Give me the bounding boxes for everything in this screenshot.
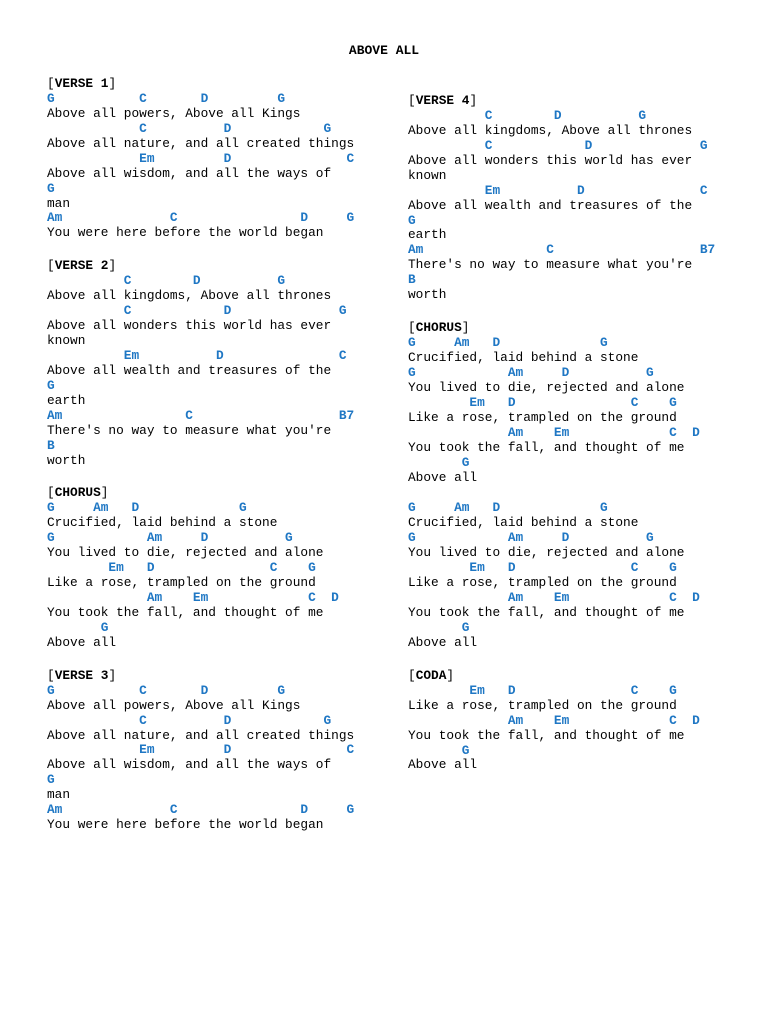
- section-verse-1: [47, 77, 397, 241]
- label-bracket-open: [: [47, 76, 55, 91]
- lyric-line: Above all wisdom, and all the ways of: [47, 757, 332, 773]
- lyric-line: Like a rose, trampled on the ground: [47, 575, 316, 591]
- lyric-line: earth: [47, 392, 86, 408]
- lyric-line: earth: [408, 227, 447, 243]
- chord-line: G Am D G: [408, 335, 608, 351]
- label-bracket-close: ]: [469, 93, 478, 108]
- lyric-line: Above all: [408, 469, 478, 485]
- chord-line: Am C D G: [47, 802, 355, 818]
- chord-line: G: [47, 619, 109, 635]
- chord-line: C D G: [408, 107, 647, 123]
- label-text: VERSE 4: [415, 93, 470, 108]
- label-text: CHORUS: [415, 320, 462, 336]
- lyric-line: worth: [47, 452, 86, 468]
- section-label: [408, 94, 758, 109]
- chord-line: Em D C G: [408, 394, 677, 410]
- lyric-line: You took the fall, and thought of me: [408, 439, 685, 455]
- label-text: VERSE 2: [54, 258, 109, 274]
- song-title: ABOVE ALL: [348, 43, 420, 58]
- chord-line: G C D G: [47, 90, 286, 106]
- section-verse-3: [47, 669, 397, 833]
- chord-line: Am Em C D: [408, 424, 700, 440]
- lyric-line: You were here before the world began: [47, 225, 324, 241]
- lyric-line: Crucified, laid behind a stone: [408, 515, 639, 531]
- section-chorus: [47, 486, 397, 650]
- chord-line: C D G: [47, 273, 286, 289]
- section-label: [47, 259, 397, 274]
- chord-line: Em D C: [47, 150, 355, 166]
- label-bracket-open: [: [408, 93, 416, 108]
- section-verse-2: [47, 259, 397, 468]
- chord-line: G Am D G: [47, 500, 247, 516]
- chord-line: G Am D G: [408, 530, 654, 546]
- chord-line: G: [408, 742, 470, 758]
- lyric-line: Above all wisdom, and all the ways of: [47, 165, 332, 181]
- chord-line: C D G: [47, 303, 347, 319]
- lyric-line: You took the fall, and thought of me: [408, 605, 685, 620]
- label-text: VERSE 1: [54, 76, 109, 91]
- label-bracket-close: ]: [108, 258, 117, 274]
- lyric-line: Above all nature, and all created things: [47, 727, 355, 743]
- lyric-line: man: [47, 787, 71, 803]
- chord-line: Em D C G: [47, 560, 316, 576]
- chord-line: G: [47, 180, 55, 196]
- chord-line: Am C B7: [47, 407, 355, 423]
- lyric-line: You took the fall, and thought of me: [408, 727, 685, 743]
- lyric-line: Above all kingdoms, Above all thrones: [47, 288, 332, 304]
- chord-line: Am Em C D: [47, 590, 339, 605]
- section-label: [408, 669, 758, 684]
- lyric-line: Above all wonders this world has ever: [408, 152, 693, 168]
- lyric-line: Above all wonders this world has ever: [47, 318, 332, 334]
- label-text: CHORUS: [54, 485, 101, 501]
- lyric-line: known: [47, 333, 86, 348]
- label-bracket-close: ]: [108, 76, 117, 91]
- lyric-line: There's no way to measure what you're: [47, 422, 332, 438]
- chord-line: Am C D G: [47, 210, 355, 226]
- chord-line: G Am D G: [408, 364, 654, 380]
- chord-line: G: [47, 377, 55, 393]
- lyric-line: Like a rose, trampled on the ground: [408, 575, 677, 591]
- lyric-line: You lived to die, rejected and alone: [47, 545, 324, 561]
- chord-line: G: [408, 619, 470, 635]
- section-label: [47, 77, 397, 92]
- chord-line: C D G: [47, 712, 332, 728]
- left-column: [47, 77, 397, 833]
- section-label: [47, 669, 397, 684]
- lyric-line: worth: [408, 287, 447, 303]
- lyric-line: Above all wealth and treasures of the: [47, 362, 332, 378]
- label-bracket-open: [: [47, 667, 55, 683]
- lyric-line: Above all powers, Above all Kings: [47, 105, 301, 121]
- chord-line: Em D C: [47, 742, 355, 758]
- lyric-line: Above all wealth and treasures of the: [408, 197, 693, 213]
- lyric-line: known: [408, 167, 447, 183]
- chord-line: B: [47, 437, 55, 453]
- lyric-line: Above all nature, and all created things: [47, 135, 355, 151]
- chord-line: Em D C G: [408, 682, 677, 698]
- chord-line: C D G: [408, 137, 708, 153]
- lyric-line: You lived to die, rejected and alone: [408, 545, 685, 561]
- label-bracket-close: ]: [108, 667, 117, 683]
- lyric-line: You took the fall, and thought of me: [47, 604, 324, 620]
- chord-line: Em D C G: [408, 560, 677, 576]
- lyric-line: Above all kingdoms, Above all thrones: [408, 122, 693, 138]
- section-repeat: [408, 501, 758, 650]
- section-label: [408, 321, 758, 336]
- section-chorus: [408, 321, 758, 485]
- label-bracket-close: ]: [100, 485, 109, 501]
- lyric-line: Above all: [408, 757, 478, 773]
- section-verse-4: [408, 94, 758, 303]
- lyric-line: You lived to die, rejected and alone: [408, 379, 685, 395]
- section-coda: [408, 669, 758, 774]
- label-bracket-open: [: [47, 485, 55, 501]
- label-bracket-open: [: [408, 667, 416, 683]
- chord-line: C D G: [47, 120, 332, 136]
- label-bracket-open: [: [47, 258, 55, 274]
- lyric-line: You were here before the world began: [47, 817, 324, 833]
- chord-line: Am Em C D: [408, 590, 700, 606]
- chord-line: G Am D G: [47, 530, 293, 546]
- lyric-line: Above all: [408, 634, 478, 650]
- chord-line: Am C B7: [408, 242, 716, 258]
- chord-line: Em D C: [47, 347, 347, 363]
- chord-line: Em D C: [408, 182, 708, 198]
- chord-line: G: [408, 212, 416, 228]
- label-text: CODA: [415, 667, 447, 683]
- lyric-line: Like a rose, trampled on the ground: [408, 409, 677, 425]
- lyric-line: There's no way to measure what you're: [408, 257, 693, 273]
- label-text: VERSE 3: [54, 667, 109, 683]
- chord-line: G Am D G: [408, 500, 608, 516]
- right-column: [408, 94, 758, 773]
- section-label: [47, 486, 397, 501]
- chord-line: B: [408, 272, 416, 288]
- chord-line: G: [47, 772, 55, 788]
- lyric-line: Above all powers, Above all Kings: [47, 697, 301, 713]
- label-bracket-close: ]: [446, 667, 455, 683]
- lyric-line: man: [47, 195, 71, 211]
- lyric-line: Crucified, laid behind a stone: [47, 515, 278, 531]
- chord-line: G C D G: [47, 682, 286, 698]
- chord-line: G: [408, 454, 470, 470]
- label-bracket-open: [: [408, 320, 416, 336]
- lyric-line: Like a rose, trampled on the ground: [408, 697, 677, 713]
- lyric-line: Above all: [47, 634, 117, 650]
- label-bracket-close: ]: [461, 320, 470, 336]
- lyric-line: Crucified, laid behind a stone: [408, 350, 639, 365]
- chord-line: Am Em C D: [408, 712, 700, 728]
